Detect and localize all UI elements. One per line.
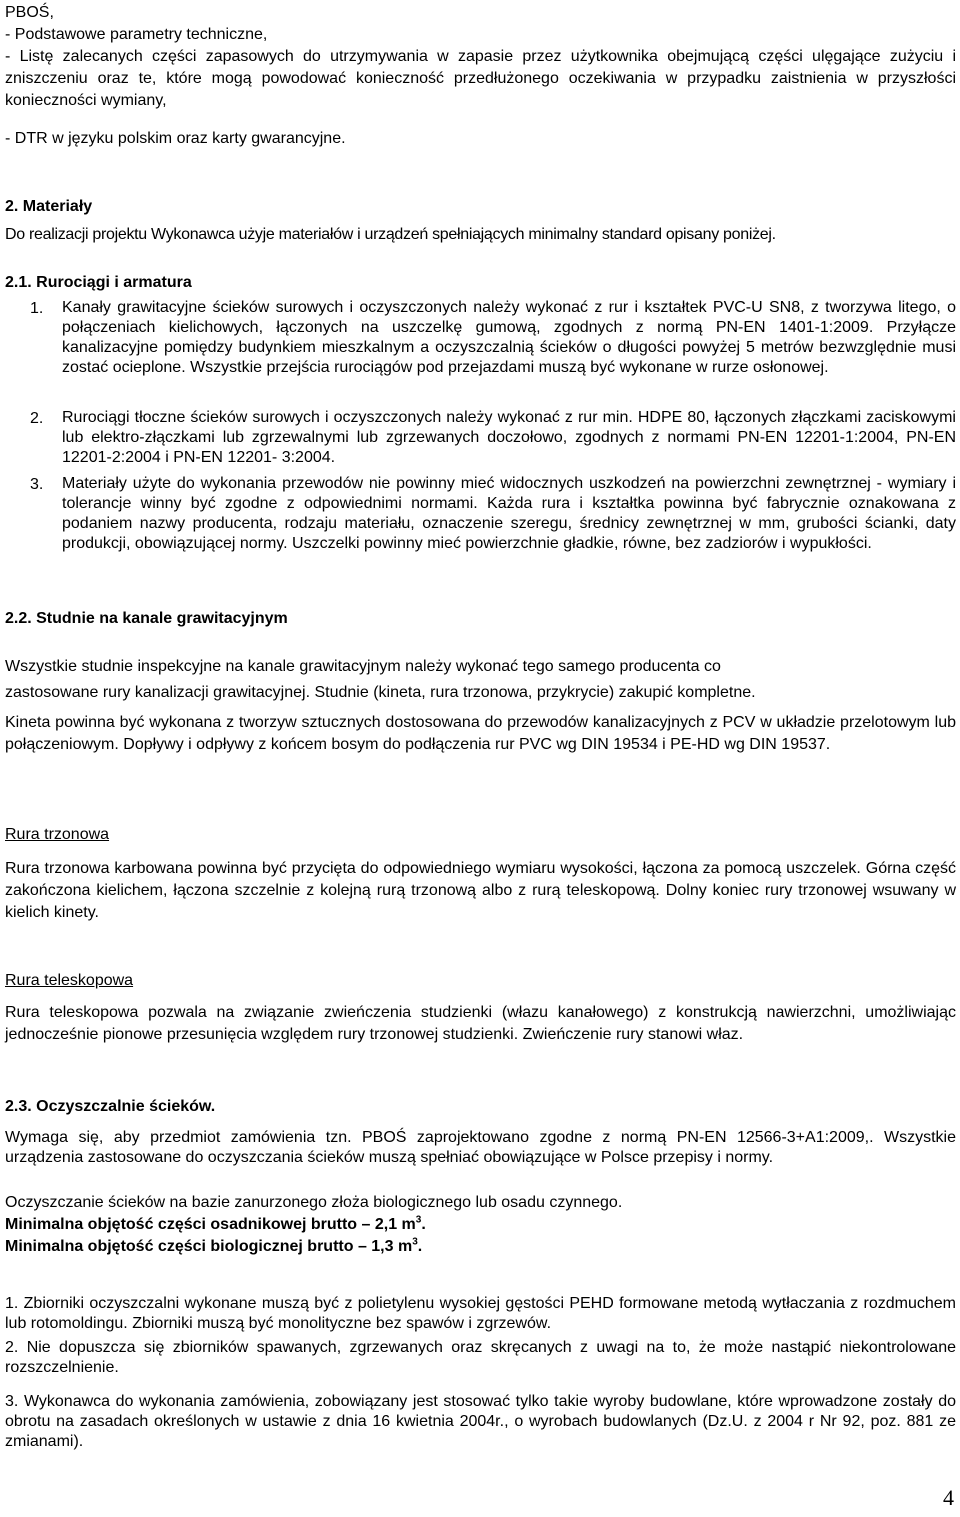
rura-trzonowa-text: Rura trzonowa karbowana powinna być przycięta do odpowiedniego wymiaru wysokości, łączona za pomocą uszczelek. Górna część zakończona kielichem, łączona szczelnie z kolejną rurą trzonową albo z rurą teleskopową. Dolny koniec rury trzonowej wsuwany w kielich kinety. (5, 860, 956, 921)
list-item-number: 1. (30, 300, 44, 317)
wells-line-1: Wszystkie studnie inspekcyjne na kanale grawitacyjnym należy wykonać tego samego producenta co (5, 658, 721, 675)
rura-teleskopowa-heading: Rura teleskopowa (5, 972, 134, 989)
dot: . (421, 1216, 426, 1233)
section-2-intro: Do realizacji projektu Wykonawca użyje materiałów i urządzeń spełniających minimalny standard opisany poniżej. (5, 226, 776, 243)
pbos-line: PBOŚ, (5, 4, 54, 21)
wells-line-2a: zastosowane rury kanalizacji grawitacyjnej. (5, 684, 311, 701)
min-volume-settler (5, 1214, 956, 1236)
min-volume-bio-text: Minimalna objętość części biologicznej brutto – 1,3 m (5, 1238, 413, 1255)
rura-teleskopowa-text: Rura teleskopowa pozwala na związanie zwieńczenia studzienki (włazu kanałowego) z konstrukcją nawierzchni, umożliwiając jednocześnie pionowe przesunięcia względem rury trzonowej studzienki. Zwieńczenie rury stanowi właz. (5, 1004, 956, 1043)
list-item-number: 3. (30, 476, 44, 493)
list-item-1-text-a: Kanały grawitacyjne ścieków surowych i oczyszczonych należy wykonać z rur i kształtek PVC-U SN8, z tworzywa litego, o połączeniach kielichowych, łączonych na uszczelkę gumową, zgodnych z normą PN-EN 1401-1:2009. (62, 299, 956, 336)
page-number: 4 (943, 1485, 954, 1510)
dot: . (417, 1238, 423, 1255)
list-item-number: 2. (30, 410, 44, 427)
min-volume-settler-text: Minimalna objętość części osadnikowej brutto – 2,1 m (5, 1216, 416, 1233)
rura-trzonowa-heading: Rura trzonowa (5, 826, 110, 843)
cube-superscript: 3 (415, 1214, 422, 1226)
list-item-3-text-b: Każda rura i kształtka powinna być fabrycznie oznakowana z podaniem nazwy producenta, rodzaju materiału, oznaczenie szeregu, średnicy zewnętrznej w mm, grubości ścianki, daty produkcji, obowiązującej normy. Uszczelki powinny mieć powierzchnie gładkie, równe, bez zadziorów i wypukłości. (62, 495, 957, 552)
section-23-p1: Wymaga się, aby przedmiot zamówienia tzn. PBOŚ zaprojektowano zgodne z normą PN-EN 12566-3+A1:2009,. Wszystkie urządzenia zastosowane do oczyszczania ścieków muszą spełniać obowiązujące w Polsce przepisy i normy. (5, 1129, 956, 1166)
params-line: - Podstawowe parametry techniczne, (5, 26, 268, 43)
cube-superscript: 3 (412, 1236, 418, 1248)
section-22-heading: 2.2. Studnie na kanale grawitacyjnym (5, 610, 288, 627)
list-item-3-text-a: Materiały użyte do wykonania przewodów nie powinny mieć widocznych uszkodzeń na powierzchni zewnętrznej - wymiary i tolerancje winny być zgodne z odpowiednimi normami. (62, 475, 956, 512)
list-item-1 (62, 298, 956, 378)
section-23-heading: 2.3. Oczyszczalnie ścieków. (5, 1098, 216, 1115)
spare-parts-line: - Listę zalecanych części zapasowych do utrzymywania w zapasie przez użytkownika obejmującą części ulęgające zużyciu i zniszczeniu oraz te, które mogą powodować konieczność przedłużonego oczekiwania w przypadku zaistnienia w przyszłości konieczności wymiany, (5, 48, 956, 109)
list-item-2-text-a: Rurociągi tłoczne ścieków surowych i oczyszczonych należy wykonać z rur min. (62, 409, 633, 426)
list-item-1-text-b: Przyłącze kanalizacyjne pomiędzy budynkiem mieszkalnym a oczyszczalnią ścieków o długości powyżej 5 metrów bezwzględnie musi zostać ocieplone. Wszystkie przejścia rurociągów pod przejazdami muszą być wykonane w rurze osłonowej. (62, 319, 956, 376)
section-21-heading: 2.1. Rurociągi i armatura (5, 274, 192, 291)
list-item-2 (62, 408, 956, 468)
section-23-p2: Oczyszczanie ścieków na bazie zanurzonego złoża biologicznego lub osadu czynnego. (5, 1194, 623, 1211)
requirement-3: 3. Wykonawca do wykonania zamówienia, zobowiązany jest stosować tylko takie wyroby budowlane, które wprowadzone zostały do obrotu na zasadach określonych w ustawie z dnia 16 kwietnia 2004r., o wyrobach budowlanych (Dz.U. z 2004 r Nr 92, poz. 881 ze zmianami). (5, 1393, 956, 1450)
list-item-3 (62, 474, 956, 554)
kineta-paragraph: Kineta powinna być wykonana z tworzyw sztucznych dostosowana do przewodów kanalizacyjnych z PCV w układzie przelotowym lub połączeniowym. Dopływy i odpływy z końcem bosym do podłączenia rur PVC wg DIN 19534 i PE-HD wg DIN 19537. (5, 714, 956, 753)
wells-line-2b: Studnie (kineta, rura trzonowa, przykrycie) zakupić kompletne. (314, 684, 756, 701)
wells-line-2 (5, 682, 956, 704)
list-item-2-text-b: HDPE 80, łączonych złączkami zaciskowymi lub elektro-złączkami lub zgrzewalnymi lub zgrzewanych doczołowo, zgodnych z normami PN-EN 12201-1:2004, PN-EN 12201-2:2004 i PN-EN 12201- 3:2004. (62, 409, 956, 466)
requirement-1: 1. Zbiorniki oczyszczalni wykonane muszą być z polietylenu wysokiej gęstości PEHD formowane metodą wytłaczania z rozdmuchem lub rotomoldingu. Zbiorniki muszą być monolityczne bez spawów i zgrzewów. (5, 1295, 956, 1332)
requirement-2: 2. Nie dopuszcza się zbiorników spawanych, zgrzewanych oraz skręcanych z uwagi na to, że może nastąpić niekontrolowane rozszczelnienie. (5, 1339, 956, 1376)
dtr-line: - DTR w języku polskim oraz karty gwarancyjne. (5, 130, 346, 147)
section-2-heading: 2. Materiały (5, 198, 93, 215)
min-volume-bio (5, 1236, 956, 1258)
